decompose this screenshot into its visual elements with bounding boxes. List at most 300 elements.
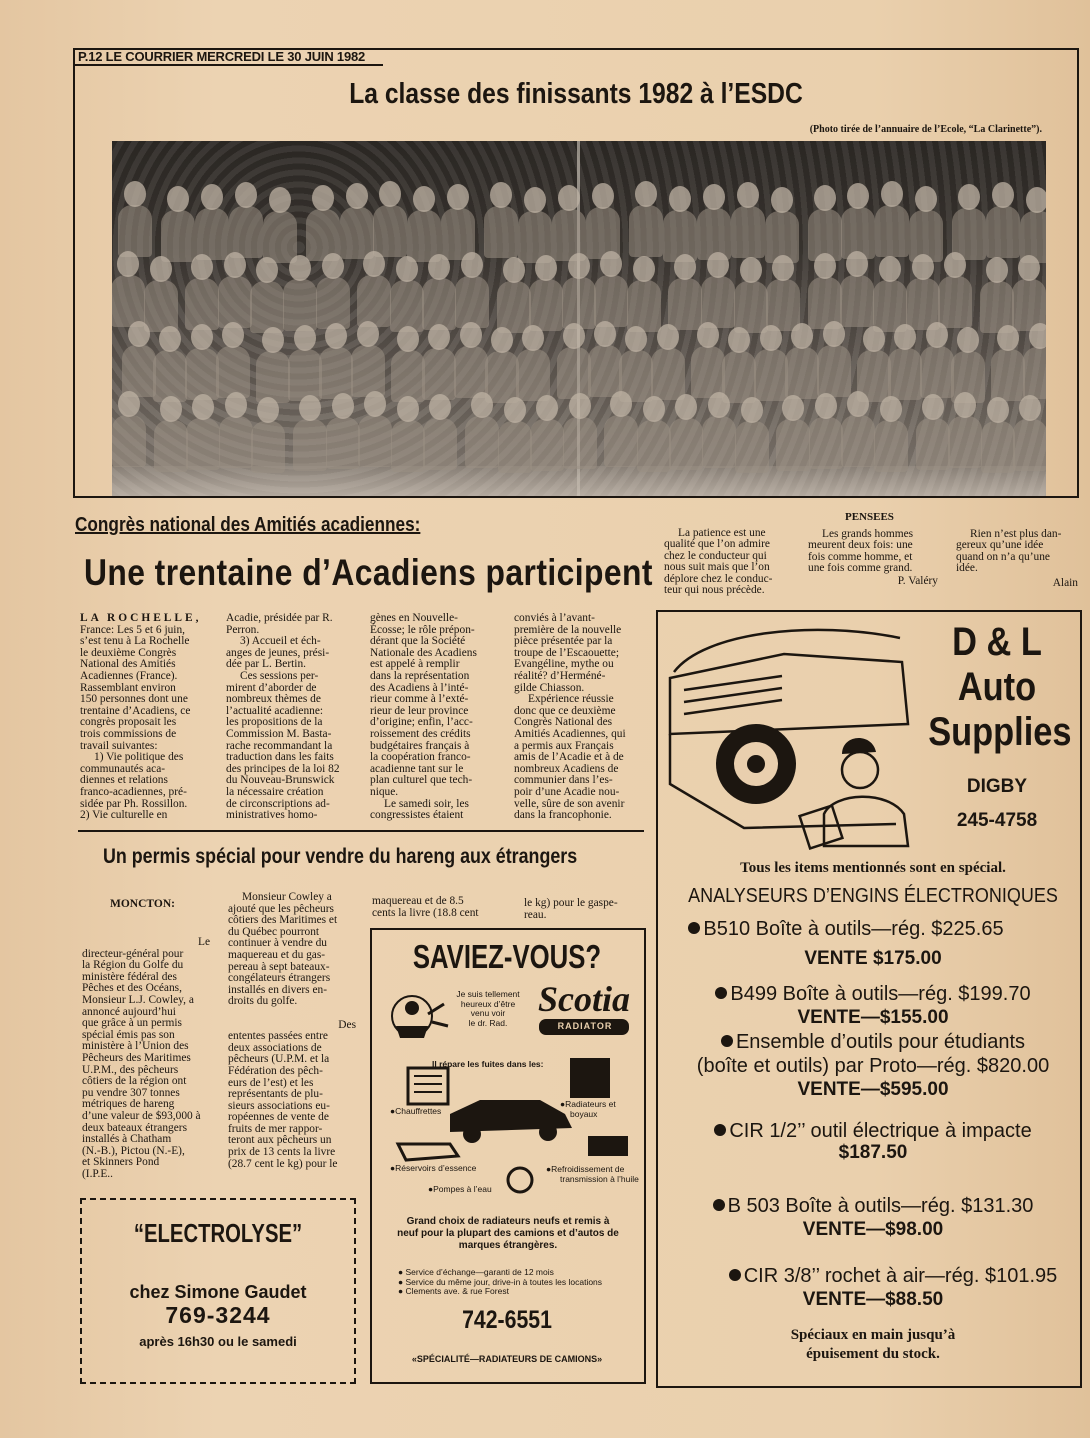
text-line: les propositions de la: [226, 716, 323, 729]
person-body: [283, 279, 317, 331]
person-head: [912, 254, 934, 280]
text-line: ministère fédéral des: [82, 970, 177, 983]
person-body: [351, 345, 385, 397]
person-head: [428, 324, 450, 350]
person-body: [1023, 347, 1046, 399]
person-head: [563, 323, 585, 349]
person-body: [218, 276, 252, 328]
text-line: teur qui nous précède.: [664, 584, 765, 597]
bullet-icon: [721, 1035, 733, 1047]
dl-phone: 245-4758: [956, 810, 1038, 831]
text-line: continuer à vendre du: [228, 937, 327, 950]
person-head: [269, 187, 291, 213]
text-line: mirent d’aborder de: [226, 681, 317, 694]
person-head: [363, 251, 385, 277]
person-head: [926, 322, 948, 348]
text-line: Écosse; le rôle prépon-: [370, 623, 475, 636]
radiator-icon: [570, 1058, 610, 1098]
pensee-2-author: P. Valéry: [897, 575, 938, 587]
person-head: [325, 323, 347, 349]
text-line: le kg) pour le gaspe-: [524, 897, 618, 909]
dl-item-4-sale: $187.50: [838, 1142, 908, 1163]
person-head: [503, 257, 525, 283]
person-head: [1026, 187, 1046, 213]
person-head: [880, 396, 902, 422]
person-body: [251, 421, 285, 473]
text-line: franco-acadiennes, pré-: [80, 785, 187, 798]
scotia-item-water-pumps: ●Pompes à l’eau: [428, 1184, 492, 1194]
dl-item-6: CIR 3/8’’ rochet à air—rég. $101.95: [686, 1265, 1090, 1288]
text-line: spécial émis pas son: [82, 1028, 175, 1041]
scotia-item-radiators: ●Radiateurs et boyaux: [560, 1099, 616, 1119]
person-head: [847, 183, 869, 209]
text-line: sieurs associations eu-: [228, 1099, 330, 1112]
item-dot-icon: ●: [390, 1163, 396, 1173]
person-head: [633, 256, 655, 282]
item-dot-icon: ●: [398, 1267, 406, 1277]
person-head: [524, 187, 546, 213]
text-line: Les grands hommes: [822, 528, 914, 540]
person-body: [701, 276, 735, 328]
person-head: [222, 322, 244, 348]
text-line: et Skinners Pond: [82, 1156, 160, 1169]
text-line: Evangéline, mythe ou: [514, 658, 614, 671]
pensees-title: PENSEES: [845, 511, 894, 523]
pensee-1: [664, 528, 792, 596]
person-head: [235, 182, 257, 208]
text-line: (I.P.E..: [82, 1167, 114, 1180]
text-line: Monsieur Cowley a: [242, 891, 332, 903]
store-name-line: Supplies: [928, 710, 1072, 754]
person-head: [201, 184, 223, 210]
scotia-item-fuel-tanks: ●Réservoirs d’essence: [390, 1163, 477, 1173]
person-body: [497, 281, 531, 333]
text-line: communier dans l’es-: [514, 774, 613, 787]
text-line: Acadiennes (France).: [80, 669, 178, 682]
person-body: [809, 417, 843, 469]
person-body: [875, 205, 909, 257]
person-body: [454, 346, 488, 398]
text-line: anges de jeunes, prési-: [226, 646, 330, 659]
person-body: [840, 275, 874, 327]
person-body: [766, 279, 800, 331]
person-head: [191, 254, 213, 280]
text-line: amis de l’Acadie et à de: [514, 751, 624, 764]
person-head: [299, 395, 321, 421]
person-body: [785, 347, 819, 399]
person-head: [397, 326, 419, 352]
article1-kicker: Congrès national des Amitiés acadiennes:: [75, 514, 421, 536]
person-body: [118, 205, 152, 257]
person-body: [288, 349, 322, 401]
bullet-icon: [729, 1269, 741, 1281]
text-line: déplore chez le conduc-: [664, 572, 773, 585]
person-head: [397, 396, 419, 422]
person-head: [772, 255, 794, 281]
text-line: nous suit mais que l’on: [664, 561, 770, 574]
text-line: Fédération des pêch-: [228, 1064, 323, 1077]
person-body: [991, 349, 1025, 401]
text-line: roissement des crédits: [370, 727, 471, 740]
text-line: congrès proposait les: [80, 716, 177, 729]
photo-title: La classe des finissants 1982 à l’ESDC: [349, 78, 803, 110]
text-line: (N.-B.), Pictou (N.-E),: [82, 1144, 185, 1157]
dl-town: DIGBY: [966, 776, 1028, 797]
person-head: [594, 321, 616, 347]
text-line: dans la représentation: [370, 669, 470, 682]
text-line: côtiers de la région ont: [82, 1075, 187, 1088]
text-line: 2) Vie culturelle en: [80, 809, 168, 822]
car-icon: [450, 1100, 572, 1143]
person-head: [863, 326, 885, 352]
water-pump-icon: [508, 1168, 532, 1192]
person-body: [731, 206, 765, 258]
text-line: pêcheurs (U.P.M. et la: [228, 1053, 330, 1066]
person-body: [841, 415, 875, 467]
person-body: [316, 277, 350, 329]
bullet-icon: [713, 1199, 725, 1211]
person-body: [776, 419, 810, 471]
text-line: chez le conducteur qui: [664, 549, 767, 562]
person-body: [637, 420, 671, 472]
person-head: [429, 394, 451, 420]
person-body: [588, 345, 622, 397]
text-line: Le samedi soir, les: [384, 797, 469, 810]
text-line: la nécessaire création: [226, 785, 324, 798]
person-body: [529, 279, 563, 331]
person-head: [669, 186, 691, 212]
electrolyse-line1: chez Simone Gaudet: [129, 1282, 307, 1302]
text-line: Le: [197, 936, 210, 948]
text-line: des Acadiens à l’inté-: [370, 681, 469, 694]
dl-item-1: B510 Boîte à outils—rég. $225.65: [666, 918, 1026, 941]
person-head: [490, 182, 512, 208]
text-line: LA ROCHELLE,: [80, 612, 202, 624]
person-body: [557, 347, 591, 399]
article1-bottom-rule: [78, 830, 644, 832]
text-line: acadienne tant sur le: [370, 762, 464, 775]
item-dot-icon: ●: [398, 1276, 406, 1287]
person-body: [916, 418, 950, 470]
person-body: [185, 348, 219, 400]
text-line: des principes de la loi 82: [226, 762, 340, 775]
text-line: nique.: [370, 785, 399, 798]
choice-line: marques étrangères.: [458, 1240, 558, 1251]
text-line: dans la francophonie.: [514, 809, 612, 822]
person-body: [195, 208, 229, 260]
person-body: [326, 417, 360, 469]
text-line: [228, 1008, 356, 1020]
truck-mechanic-illustration: [664, 614, 916, 854]
text-line: Pêches et des Océans,: [82, 982, 182, 995]
heater-icon: [408, 1068, 448, 1104]
footer-line: Spéciaux en main jusqu’à: [790, 1327, 956, 1343]
text-line: meurent deux fois: une: [808, 539, 913, 552]
person-head: [128, 321, 150, 347]
person-head: [600, 251, 622, 277]
person-head: [322, 253, 344, 279]
pensee-3-author: Alain: [1052, 577, 1078, 589]
speech-line: heureux d’être: [460, 998, 516, 1009]
person-head: [262, 327, 284, 353]
person-body: [293, 419, 327, 471]
mechanic-icon: [800, 738, 908, 848]
person-body: [691, 346, 725, 398]
item-dot-icon: ●: [398, 1286, 406, 1296]
person-head: [814, 185, 836, 211]
dl-item-2-sale: VENTE—$155.00: [797, 1007, 949, 1028]
person-head: [522, 325, 544, 351]
text-line: dérant que la Société: [370, 635, 466, 648]
scotia-repair-heading: Il répare les fuites dans les:: [432, 1059, 544, 1069]
person-head: [881, 181, 903, 207]
person-body: [373, 205, 407, 257]
text-line: Commission M. Basta-: [226, 727, 332, 740]
truck-rollbar: [674, 630, 900, 672]
person-head: [625, 326, 647, 352]
text-line: du Québec pourront: [228, 925, 320, 938]
text-line: côtiers des Maritimes et: [228, 914, 338, 927]
person-body: [391, 350, 425, 402]
person-body: [702, 416, 736, 468]
person-head: [160, 396, 182, 422]
text-line: nombreux Acadiens de: [514, 762, 619, 775]
dl-item-6-sale: VENTE—$88.50: [802, 1289, 944, 1310]
person-body: [629, 205, 663, 257]
person-head: [675, 394, 697, 420]
article2-col4: [524, 898, 648, 921]
text-line: poir d’une Acadie nou-: [514, 785, 620, 798]
item-dot-icon: ●: [428, 1184, 434, 1194]
item-dot-icon: ●: [390, 1106, 396, 1116]
text-line: idée.: [956, 562, 978, 575]
person-head: [471, 392, 493, 418]
person-body: [161, 210, 195, 262]
person-head: [413, 186, 435, 212]
pensee-2: [808, 529, 938, 575]
person-body: [153, 350, 187, 402]
person-body: [358, 415, 392, 467]
person-head: [364, 391, 386, 417]
text-line: Rien n’est plus dan-: [970, 528, 1062, 540]
dl-item-5: B 503 Boîte à outils—rég. $131.30: [666, 1195, 1080, 1218]
text-line: installés en divers en-: [228, 983, 328, 996]
person-body: [986, 206, 1020, 258]
text-line: prix de 13 cents la livre: [228, 1146, 336, 1159]
person-head: [592, 183, 614, 209]
scotia-services: [398, 1268, 602, 1297]
person-body: [734, 281, 768, 333]
person-body: [154, 420, 188, 472]
person-head: [150, 256, 172, 282]
person-head: [740, 257, 762, 283]
article2-dateline: MONCTON:: [110, 898, 175, 910]
person-head: [396, 256, 418, 282]
text-line: qualité que l’on admire: [664, 538, 770, 551]
text-line: ententes passées entre: [228, 1030, 328, 1043]
dl-store-name: [928, 620, 1072, 755]
person-head: [191, 324, 213, 350]
person-head: [225, 392, 247, 418]
text-line: communautés aca-: [80, 762, 166, 775]
person-body: [562, 277, 596, 329]
text-line: trentaine d’Acadiens, ce: [80, 704, 191, 717]
person-head: [312, 185, 334, 211]
person-head: [357, 321, 379, 347]
text-line: conviés à l’avant-: [514, 612, 595, 624]
text-line: 3) Accueil et éch-: [240, 635, 321, 648]
article2-col2: [228, 892, 356, 1170]
text-line: d’origine; enfin, l’acc-: [370, 716, 473, 729]
article1-col2: [226, 613, 356, 822]
text-line: Pêcheurs des Maritimes: [82, 1051, 191, 1064]
person-head: [954, 392, 976, 418]
folio-rule: [73, 64, 383, 66]
text-line: métriques de hareng: [82, 1098, 175, 1111]
text-line: Rassemblant environ: [80, 681, 176, 694]
person-body: [112, 275, 145, 327]
scotia-speech-bubble: [452, 990, 524, 1028]
person-head: [815, 393, 837, 419]
person-head: [986, 257, 1008, 283]
text-line: teront aux pêcheurs un: [228, 1134, 332, 1147]
person-head: [922, 394, 944, 420]
person-body: [465, 416, 499, 468]
person-head: [1029, 323, 1046, 349]
person-body: [530, 419, 564, 471]
person-body: [981, 421, 1015, 473]
text-line: budgétaires français à: [370, 739, 470, 752]
text-line: maquereau et du gas-: [228, 948, 326, 961]
person-head: [460, 322, 482, 348]
person-head: [610, 391, 632, 417]
person-head: [728, 327, 750, 353]
person-head: [879, 256, 901, 282]
person-body: [594, 275, 628, 327]
person-body: [186, 418, 220, 470]
text-line: 150 personnes dont une: [80, 693, 188, 706]
person-body: [651, 348, 685, 400]
text-line: gènes en Nouvelle-: [370, 612, 458, 624]
person-head: [782, 395, 804, 421]
person-head: [957, 327, 979, 353]
electrolyse-title: “ELECTROLYSE”: [133, 1218, 303, 1248]
store-name-line: Auto: [957, 665, 1037, 709]
person-head: [124, 181, 146, 207]
dl-item-1-sale: VENTE $175.00: [804, 948, 942, 969]
text-line: U.P.M., des pêcheurs: [82, 1063, 179, 1076]
text-line: quand on n’a qu’une: [956, 550, 1050, 563]
text-line: maquereau et de 8.5: [372, 895, 464, 907]
person-body: [391, 420, 425, 472]
truck-wheel-icon: [716, 724, 796, 804]
text-line: reau.: [524, 908, 547, 921]
person-head: [944, 252, 966, 278]
bullet-icon: [714, 1124, 726, 1136]
article1-col4: [514, 613, 644, 822]
service-line: ● Clements ave. & rue Forest: [398, 1286, 509, 1296]
text-line: diennes et relations: [80, 774, 168, 787]
person-head: [987, 397, 1009, 423]
person-body: [498, 421, 532, 473]
article1-headline: Une trentaine d’Acadiens participent: [84, 552, 653, 593]
photo-credit: (Photo tirée de l’annuaire de l’Ecole, “La Clarinette”).: [809, 124, 1042, 135]
text-line: eurs de l’est) et les: [228, 1076, 314, 1089]
article2-col1: [82, 937, 210, 1180]
person-head: [461, 252, 483, 278]
page-folio: P.12 LE COURRIER MERCREDI LE 30 JUIN 1982: [78, 49, 366, 64]
bullet-icon: [715, 987, 727, 999]
text-line: la Région du Golfe du: [82, 959, 184, 972]
person-head: [823, 321, 845, 347]
text-line: deux associations de: [228, 1041, 322, 1054]
text-line: travail suivantes:: [80, 739, 158, 752]
dl-item-2: B499 Boîte à outils—rég. $199.70: [666, 983, 1080, 1006]
text-line: ropéennes de vente de: [228, 1111, 329, 1124]
text-line: dée par L. Bertin.: [226, 658, 307, 671]
text-line: pu vendre 307 tonnes: [82, 1086, 180, 1099]
dl-item-3-sale: VENTE—$595.00: [797, 1079, 949, 1100]
person-body: [754, 349, 788, 401]
dl-special-note: Tous les items mentionnés sont en spécial.: [740, 860, 1006, 876]
text-line: a permis aux Français: [514, 739, 614, 752]
person-body: [604, 415, 638, 467]
scotia-slogan: «SPÉCIALITÉ—RADIATEURS DE CAMIONS»: [411, 1354, 603, 1364]
person-body: [256, 351, 290, 403]
person-head: [491, 327, 513, 353]
text-line: droits du golfe.: [228, 995, 298, 1008]
person-head: [118, 391, 140, 417]
person-body: [219, 416, 253, 468]
text-line: deux bateaux étrangers: [82, 1121, 187, 1134]
dl-footer: [666, 1326, 1080, 1364]
dr-rad-icon: [392, 996, 448, 1038]
scotia-item-heaters: ●Chauffrettes: [390, 1106, 442, 1116]
text-line: Monsieur L.J. Cowley, a: [82, 993, 194, 1006]
text-line: Nationale des Acadiens: [370, 646, 477, 659]
person-head: [535, 255, 557, 281]
person-body: [423, 418, 457, 470]
footer-line: épuisement du stock.: [806, 1346, 940, 1362]
person-body: [948, 416, 982, 468]
text-line: que grâce à un permis: [82, 1017, 182, 1030]
person-head: [791, 323, 813, 349]
person-body: [250, 281, 284, 333]
text-line: gilde Chiasson.: [514, 681, 585, 694]
dl-item-3-line2: (boîte et outils) par Proto—rég. $820.00: [696, 1055, 1050, 1077]
dl-item-3: Ensemble d’outils pour étudiants: [666, 1031, 1080, 1054]
text-line: National des Amitiés: [80, 658, 176, 671]
text-line: rieur comme à l’exté-: [370, 693, 469, 706]
item-dot-icon: ●: [560, 1099, 566, 1109]
person-head: [159, 326, 181, 352]
text-line: traduction dans les faits: [226, 751, 334, 764]
person-body: [263, 211, 297, 263]
text-line: Congrès National des: [514, 716, 613, 729]
text-line: Acadie, présidée par R.: [226, 612, 333, 624]
text-line: la coopération franco-: [370, 751, 471, 764]
person-head: [568, 253, 590, 279]
text-line: fois comme homme, et: [808, 550, 913, 563]
person-body: [185, 278, 219, 330]
store-name-line: D & L: [952, 620, 1042, 664]
person-body: [920, 346, 954, 398]
person-body: [455, 276, 489, 328]
person-head: [657, 324, 679, 350]
text-line: du Nouveau-Brunswick: [226, 774, 335, 787]
text-line: velle, sûre de son avenir: [514, 797, 625, 810]
person-head: [332, 393, 354, 419]
